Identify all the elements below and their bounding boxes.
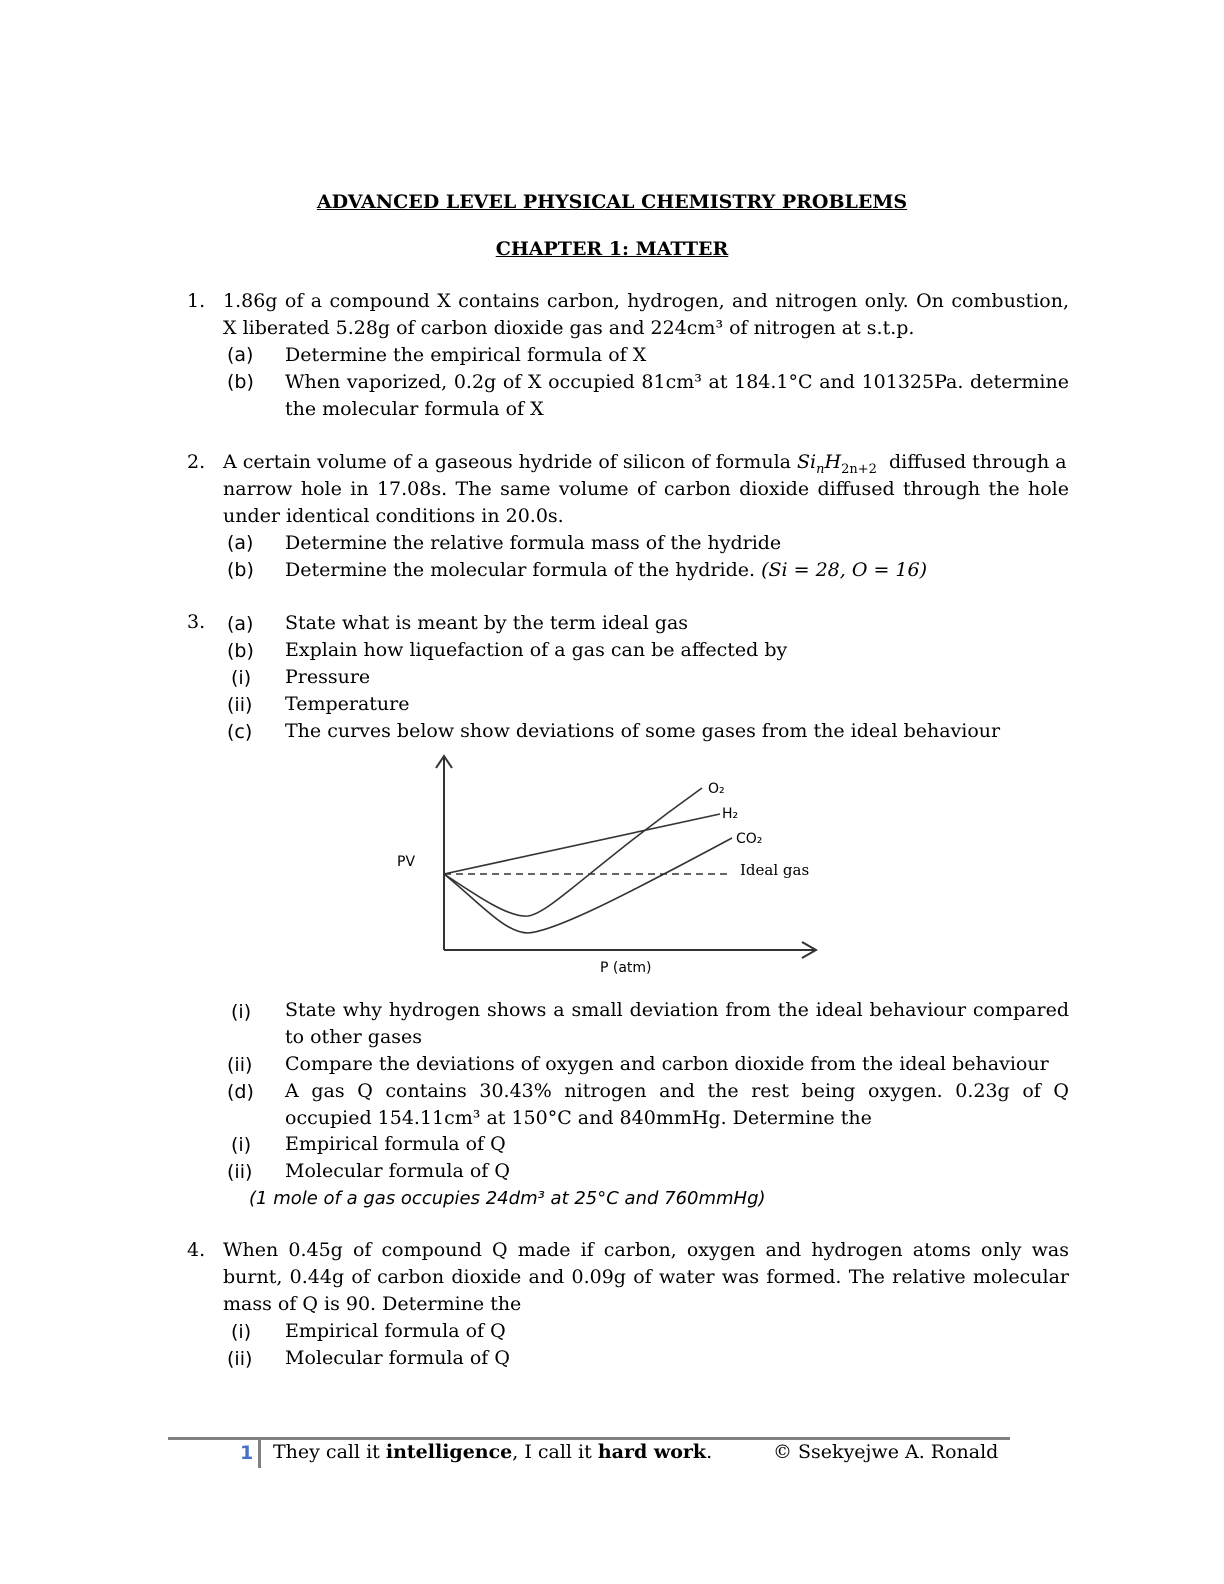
ideal-gas-label: Ideal gas (740, 861, 810, 879)
subpart-text: Compare the deviations of oxygen and carbon dioxide from the ideal behaviour (285, 1053, 1049, 1075)
subpart-text: Empirical formula of Q (285, 1133, 506, 1155)
atomic-masses: (Si = 28, O = 16) (761, 559, 928, 581)
part-text: State what is meant by the term ideal gas (285, 612, 689, 634)
subpart-text: Empirical formula of Q (285, 1320, 506, 1342)
question-text-end: diffused through a (889, 451, 1067, 473)
part-text: Explain how liquefaction of a gas can be affected by (285, 639, 788, 661)
chapter-heading: CHAPTER 1: MATTER (495, 238, 729, 260)
o2-label: O₂ (708, 781, 725, 797)
subpart-label: (ii) (227, 1348, 253, 1370)
part-label: (b) (227, 371, 254, 393)
question-text: narrow hole in 17.08s. The same volume of carbon dioxide diffused through the hole (223, 478, 1069, 500)
part-label: (b) (227, 640, 254, 662)
part-text: Determine the empirical formula of X (285, 344, 647, 366)
question-text: X liberated 5.28g of carbon dioxide gas and 224cm³ of nitrogen at s.t.p. (223, 317, 915, 339)
question-text: under identical conditions in 20.0s. (223, 505, 564, 527)
part-text: occupied 154.11cm³ at 150°C and 840mmHg. Determine the (285, 1107, 872, 1129)
o2-curve (444, 788, 702, 916)
page-title: ADVANCED LEVEL PHYSICAL CHEMISTRY PROBLEMS (316, 191, 908, 213)
subpart-label: (i) (231, 667, 252, 689)
subpart-text: State why hydrogen shows a small deviation from the ideal behaviour compared (285, 999, 1069, 1021)
subpart-label: (ii) (227, 1161, 253, 1183)
part-text: Determine the relative formula mass of the hydride (285, 532, 782, 554)
question-text-start: A certain volume of a gaseous hydride of silicon of formula (223, 451, 791, 473)
question-text: mass of Q is 90. Determine the (223, 1293, 522, 1315)
question-number: 4. (187, 1239, 206, 1261)
subpart-label: (ii) (227, 694, 253, 716)
h2-label: H₂ (722, 806, 739, 822)
part-label: (b) (227, 559, 254, 581)
subpart-label: (i) (231, 1134, 252, 1156)
question-text: 1.86g of a compound X contains carbon, hydrogen, and nitrogen only. On combustion, (223, 290, 1069, 312)
part-text: When vaporized, 0.2g of X occupied 81cm³ at 184.1°C and 101325Pa. determine (285, 371, 1069, 393)
subpart-text: Pressure (285, 666, 371, 688)
data-note: (1 mole of a gas occupies 24dm³ at 25°C and 760mmHg) (249, 1188, 766, 1209)
part-label: (c) (227, 721, 253, 743)
subpart-label: (i) (231, 1321, 252, 1343)
subpart-text: to other gases (285, 1026, 423, 1048)
x-axis-label: P (atm) (600, 960, 652, 976)
part-text: the molecular formula of X (285, 398, 544, 420)
subpart-text: Molecular formula of Q (285, 1347, 510, 1369)
subpart-label: (i) (231, 1001, 252, 1023)
part-text-main: Determine the molecular formula of the hydride. (285, 559, 756, 581)
page-number: 1 (240, 1442, 254, 1464)
co2-curve (444, 838, 732, 933)
question-text: burnt, 0.44g of carbon dioxide and 0.09g of water was formed. The relative molecular (223, 1266, 1069, 1288)
question-number: 2. (187, 451, 206, 473)
part-label: (a) (227, 532, 254, 554)
footer-copyright: © Ssekyejwe A. Ronald (773, 1441, 999, 1463)
part-text: A gas Q contains 30.43% nitrogen and the rest being oxygen. 0.23g of Q (285, 1080, 1069, 1102)
question-number: 1. (187, 290, 206, 312)
part-text: The curves below show deviations of some gases from the ideal behaviour (285, 720, 1001, 742)
subpart-text: Temperature (285, 693, 410, 715)
footer-motto: They call it intelligence, I call it hard work. (273, 1441, 713, 1463)
part-label: (a) (227, 613, 254, 635)
part-label: (d) (227, 1081, 254, 1103)
co2-label: CO₂ (736, 831, 763, 847)
y-axis-label: PV (397, 854, 416, 870)
pv-deviation-graph (390, 748, 840, 983)
h2-curve (444, 814, 720, 874)
subpart-label: (ii) (227, 1054, 253, 1076)
question-number: 3. (187, 611, 206, 633)
question-text: When 0.45g of compound Q made if carbon, oxygen and hydrogen atoms only was (223, 1239, 1069, 1261)
subpart-text: Molecular formula of Q (285, 1160, 510, 1182)
formula: $Si_nH_{2n+2}$ (797, 451, 877, 477)
part-label: (a) (227, 344, 254, 366)
footer-rule (168, 1437, 1010, 1440)
footer-divider (258, 1440, 261, 1468)
part-text (285, 557, 927, 584)
